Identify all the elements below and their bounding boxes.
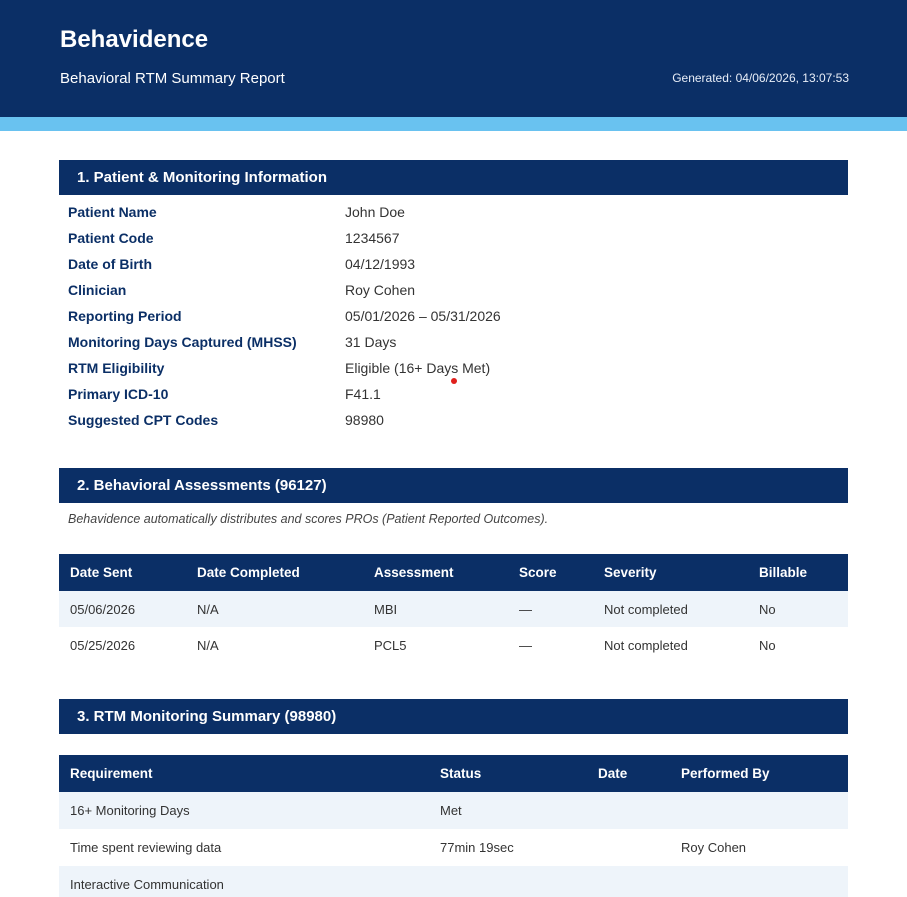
table-cell — [587, 792, 670, 829]
table-cell: N/A — [186, 591, 363, 627]
table-cell — [429, 866, 587, 897]
info-row — [68, 334, 848, 354]
table-cell: Met — [429, 792, 587, 829]
table-cell: Not completed — [604, 637, 688, 653]
table-cell: 16+ Monitoring Days — [59, 792, 429, 829]
info-label: Clinician — [68, 282, 127, 298]
info-value: 31 Days — [345, 334, 397, 350]
assessments-table — [59, 554, 848, 663]
table-cell: 05/25/2026 — [70, 637, 136, 653]
table-cell: Roy Cohen — [681, 840, 747, 855]
table-row — [59, 792, 848, 829]
column-header: Date — [587, 755, 670, 792]
info-value: 98980 — [345, 412, 384, 428]
section-3-heading: 3. RTM Monitoring Summary (98980) — [59, 699, 848, 734]
table-cell: 05/06/2026 — [59, 591, 186, 627]
info-label: Primary ICD-10 — [68, 386, 169, 402]
table-row — [59, 829, 848, 866]
table-row — [59, 591, 848, 627]
table-cell — [587, 829, 670, 866]
info-value: 04/12/1993 — [345, 256, 416, 272]
rtm-summary-table — [59, 755, 848, 897]
column-header: Assessment — [363, 554, 508, 591]
table-cell: 77min 19sec — [440, 840, 514, 855]
column-header: Date Sent — [59, 554, 186, 591]
table-cell: Interactive Communication — [59, 866, 429, 897]
column-header: Requirement — [59, 755, 429, 792]
info-row — [68, 204, 848, 224]
table-cell: No — [748, 591, 848, 627]
info-label: Patient Name — [68, 204, 157, 220]
assessments-note: Behavidence automatically distributes and scores PROs (Patient Reported Outcomes). — [68, 512, 549, 526]
info-label: Monitoring Days Captured (MHSS) — [68, 334, 297, 350]
table-cell: N/A — [197, 637, 219, 653]
info-label: Patient Code — [68, 230, 154, 246]
column-header: Date Completed — [186, 554, 363, 591]
section-2-heading: 2. Behavioral Assessments (96127) — [59, 468, 848, 503]
info-row — [68, 308, 848, 328]
column-header: Status — [429, 755, 587, 792]
table-cell — [670, 866, 848, 897]
info-value: 1234567 — [345, 230, 400, 246]
table-row — [59, 627, 848, 663]
info-label: RTM Eligibility — [68, 360, 165, 376]
table-cell: Not completed — [593, 591, 748, 627]
table-cell: No — [759, 637, 776, 653]
table-cell: PCL5 — [374, 637, 407, 653]
brand-title: Behavidence — [60, 26, 209, 53]
info-row — [68, 412, 848, 432]
cursor-marker-dot — [451, 378, 457, 384]
info-value: John Doe — [345, 204, 405, 220]
table-cell: MBI — [363, 591, 508, 627]
info-label: Suggested CPT Codes — [68, 412, 219, 428]
column-header: Performed By — [670, 755, 848, 792]
rtm-header-row — [59, 755, 848, 792]
column-header: Billable — [748, 554, 848, 591]
info-row — [68, 256, 848, 276]
info-value: F41.1 — [345, 386, 381, 402]
table-cell — [587, 866, 670, 897]
column-header: Score — [508, 554, 593, 591]
info-value: Roy Cohen — [345, 282, 416, 298]
table-cell: — — [519, 637, 532, 653]
info-row — [68, 360, 848, 380]
info-row — [68, 230, 848, 250]
info-row — [68, 282, 848, 302]
info-label: Reporting Period — [68, 308, 182, 324]
report-subtitle: Behavioral RTM Summary Report — [60, 70, 285, 87]
section-1-heading: 1. Patient & Monitoring Information — [59, 160, 848, 195]
table-cell — [670, 792, 848, 829]
info-row — [68, 386, 848, 406]
assessments-header-row — [59, 554, 848, 591]
report-header — [0, 0, 907, 117]
generated-timestamp: Generated: 04/06/2026, 13:07:53 — [672, 71, 849, 85]
info-value: 05/01/2026 – 05/31/2026 — [345, 308, 501, 324]
table-cell: Time spent reviewing data — [70, 840, 222, 855]
info-value: Eligible (16+ Days Met) — [345, 360, 491, 376]
table-row — [59, 866, 848, 897]
column-header: Severity — [593, 554, 748, 591]
table-cell: — — [508, 591, 593, 627]
info-label: Date of Birth — [68, 256, 152, 272]
header-accent-stripe — [0, 117, 907, 131]
